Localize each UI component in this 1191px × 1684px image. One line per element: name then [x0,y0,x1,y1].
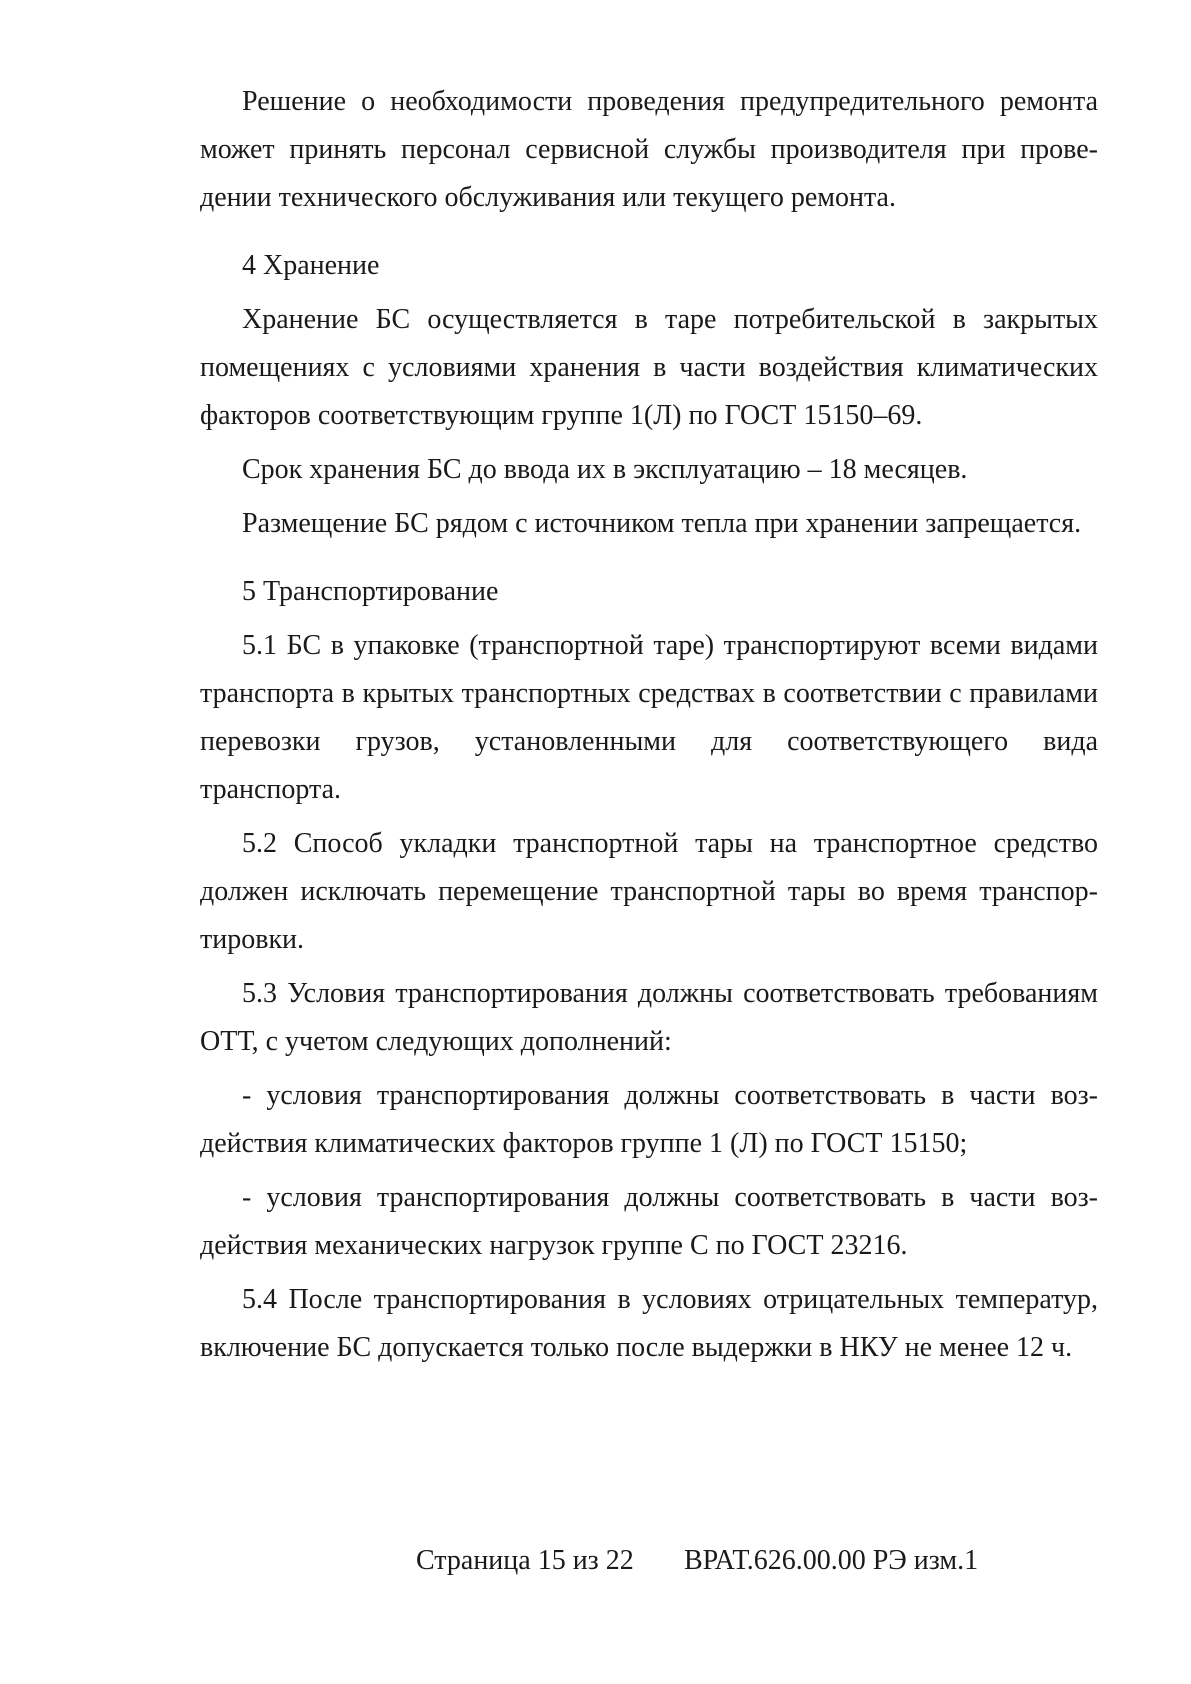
page-footer [0,1545,1191,1585]
paragraph-5-4: 5.4 После транспортирования в условиях отрицательных температур, включение БС допускается только после выдержки в НКУ не менее 12 ч. [200,1284,1098,1363]
section-4-paragraph-storage: Хранение БС осуществляется в таре потребительской в закрытых помещениях с условиями хранения в части воздействия климатических факторов соответствующим группе 1(Л) по ГОСТ 15150–69. [200,304,1098,431]
section-5-heading: 5 Транспортирование [242,576,499,607]
list-item-climatic: - условия транспортирования должны соответствовать в части воздействия климатических факторов группе 1 (Л) по ГОСТ 15150; [200,1080,1098,1159]
document-code: ВРАТ.626.00.00 РЭ изм.1 [684,1545,979,1576]
section-4-paragraph-term: Срок хранения БС до ввода их в эксплуатацию – 18 месяцев. [242,454,968,485]
list-item-mechanical: - условия транспортирования должны соответствовать в части воздействия механических нагрузок группе С по ГОСТ 23216. [200,1182,1098,1261]
section-4-heading: 4 Хранение [242,250,380,281]
paragraph-5-1: 5.1 БС в упаковке (транспортной таре) транспортируют всеми видами транспорта в крытых транспортных средствах в соответствии с правилами перевозки грузов, установленными для соответствующего вида транспорта. [200,630,1098,805]
paragraph-5-2: 5.2 Способ укладки транспортной тары на транспортное средство должен исключать перемещение транспортной тары во время транспортировки. [200,828,1098,955]
page-content [200,78,1098,1372]
intro-paragraph: Решение о необходимости проведения предупредительного ремонта может принять персонал сервисной службы производителя при проведении технического обслуживания или текущего ремонта. [200,86,1098,213]
page-number: Страница 15 из 22 [416,1545,634,1576]
section-4-paragraph-heat: Размещение БС рядом с источником тепла при хранении запрещается. [242,508,1082,539]
paragraph-5-3: 5.3 Условия транспортирования должны соответствовать требованиям ОТТ, с учетом следующих дополнений: [200,978,1098,1057]
